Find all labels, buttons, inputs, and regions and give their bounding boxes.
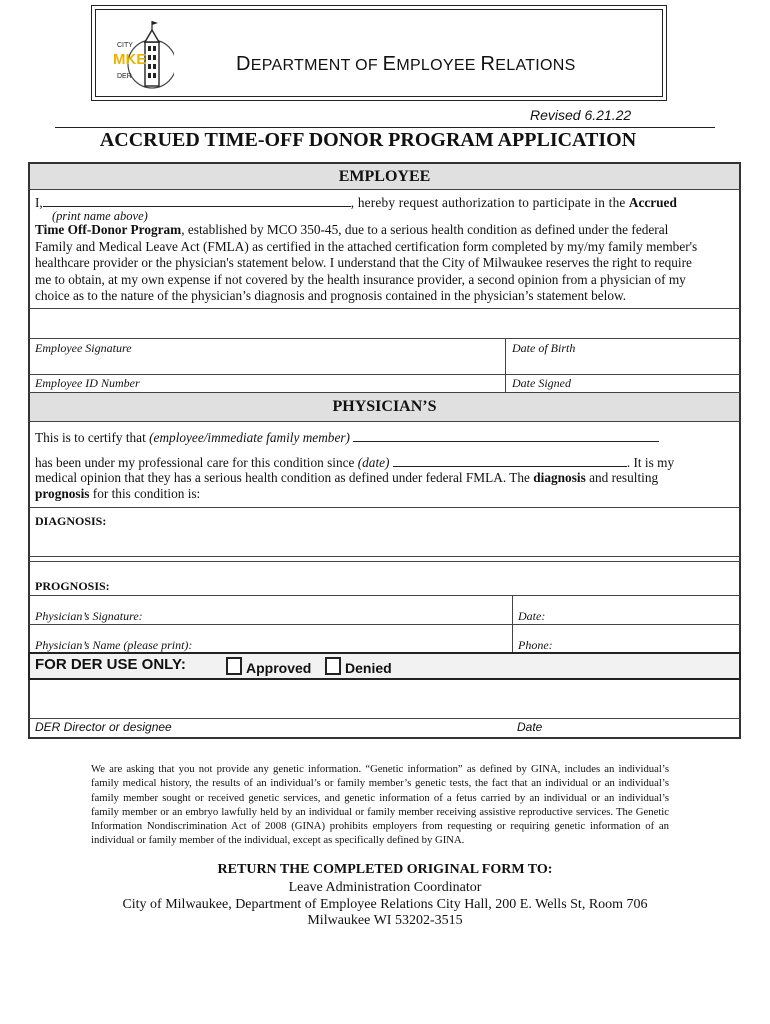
return-line-3: Milwaukee WI 53202-3515 bbox=[307, 913, 463, 928]
physician-phone-label: Phone: bbox=[518, 638, 553, 652]
header-box bbox=[91, 5, 667, 101]
physician-prognosis-line bbox=[35, 486, 200, 503]
divider bbox=[505, 338, 506, 374]
genetic-information-notice: We are asking that you not provide any genetic information. “Genetic information” as defined by GINA, includes an individual’s family medical history, the results of an individual’s or family member’s genetic tests, the fact that an individual or an individual’s family member sought or received genetic services, and genetic information of a fetus carried by an individual or an individual’s family member or an embryo lawfully held by an individual or family member receiving assistive reproductive services. The Genetic Information Nondiscrimination Act of 2008 (GINA) prohibits employers from requesting or requiring genetic information of an individual or family member of the individual, except as specifically defined by GINA. bbox=[91, 763, 669, 847]
title-divider bbox=[55, 127, 715, 128]
print-name-caption: (print name above) bbox=[52, 209, 148, 223]
i-prefix: I, bbox=[35, 195, 43, 210]
rule bbox=[28, 338, 741, 339]
prognosis-bold: prognosis bbox=[35, 486, 90, 501]
date-signed-label: Date Signed bbox=[512, 376, 571, 390]
for-der-label: FOR DER USE ONLY: bbox=[35, 656, 186, 673]
employee-statement-line3: Family and Medical Leave Act (FMLA) as certified in the attached certification form completed by my/my family member's bbox=[35, 239, 698, 254]
dept-initial-d: D bbox=[236, 53, 251, 75]
prognosis-rest: for this condition is: bbox=[89, 486, 201, 501]
return-title: RETURN THE COMPLETED ORIGINAL FORM TO: bbox=[217, 862, 553, 877]
denied-label: Denied bbox=[345, 660, 392, 676]
rule bbox=[28, 189, 741, 190]
der-director-signature-field[interactable] bbox=[30, 681, 739, 718]
rule bbox=[28, 374, 741, 375]
employee-signature-field[interactable] bbox=[30, 310, 739, 338]
divider bbox=[505, 374, 506, 392]
program-name: Time Off-Donor Program bbox=[35, 222, 182, 237]
rule bbox=[28, 561, 741, 562]
employee-section-title: EMPLOYEE bbox=[338, 168, 431, 185]
physician-name-label: Physician’s Name (please print): bbox=[35, 638, 193, 652]
approved-label: Approved bbox=[246, 660, 312, 676]
care-prefix: has been under my professional care for this condition since bbox=[35, 455, 358, 470]
print-name-field[interactable] bbox=[43, 206, 351, 207]
physician-opinion-line bbox=[35, 470, 658, 487]
patient-name-field[interactable] bbox=[353, 441, 659, 442]
dept-initial-e: E bbox=[382, 53, 397, 75]
dept-part-3: ELATIONS bbox=[495, 57, 576, 74]
rule bbox=[28, 624, 741, 625]
return-line-1: Leave Administration Coordinator bbox=[288, 880, 482, 895]
dept-part-2: MPLOYEE bbox=[396, 57, 481, 74]
care-suffix: . It is my bbox=[626, 455, 675, 470]
care-since-date-field[interactable] bbox=[393, 466, 627, 467]
rule bbox=[28, 308, 741, 309]
employee-statement-line6: choice as to the nature of the physician’s diagnosis and prognosis contained in the physician’s statement below. bbox=[35, 288, 627, 303]
cert-italic: (employee/immediate family member) bbox=[149, 430, 350, 445]
employee-id-label: Employee ID Number bbox=[35, 376, 140, 390]
physician-date-label: Date: bbox=[518, 609, 546, 623]
physician-signature-label: Physician’s Signature: bbox=[35, 609, 143, 623]
city-mke-der-logo bbox=[112, 20, 174, 96]
date-of-birth-label: Date of Birth bbox=[512, 341, 576, 355]
diagnosis-field[interactable] bbox=[30, 528, 739, 556]
opinion-text-a: medical opinion that they has a serious health condition as defined under federal FMLA. The bbox=[35, 470, 534, 485]
dept-initial-r: R bbox=[480, 53, 496, 75]
logo-der-text: DER bbox=[117, 73, 132, 80]
care-italic: (date) bbox=[357, 455, 390, 470]
employee-statement-line5: me to obtain, at my own expense if not covered by the health insurance provider, a second opinion from a physician of my bbox=[35, 272, 686, 287]
department-name bbox=[236, 53, 576, 76]
rule bbox=[28, 421, 741, 422]
diagnosis-label: DIAGNOSIS: bbox=[35, 514, 107, 528]
approved-option[interactable] bbox=[226, 657, 311, 676]
dept-part-1: EPARTMENT OF bbox=[250, 57, 383, 74]
statement-bold-accrued: Accrued bbox=[628, 195, 677, 210]
employee-signature-label: Employee Signature bbox=[35, 341, 132, 355]
statement-line2-text: , established by MCO 350-45, due to a serious health condition as defined under the federal bbox=[181, 222, 669, 237]
rule bbox=[28, 507, 741, 508]
opinion-text-b: and resulting bbox=[585, 470, 659, 485]
return-line-2: City of Milwaukee, Department of Employee Relations City Hall, 200 E. Wells St, Room 706 bbox=[122, 897, 648, 912]
denied-checkbox[interactable] bbox=[325, 657, 341, 675]
prognosis-label: PROGNOSIS: bbox=[35, 579, 110, 593]
opinion-bold: diagnosis bbox=[533, 470, 586, 485]
form-title: ACCRUED TIME-OFF DONOR PROGRAM APPLICATION bbox=[99, 129, 637, 151]
der-date-label: Date bbox=[517, 720, 543, 734]
revised-date: Revised 6.21.22 bbox=[530, 107, 632, 123]
header-inner-border bbox=[95, 9, 663, 97]
logo-mke-text: MKE bbox=[113, 51, 147, 68]
denied-option[interactable] bbox=[325, 657, 392, 676]
logo-city-text: CITY bbox=[117, 42, 133, 49]
approved-checkbox[interactable] bbox=[226, 657, 242, 675]
rule bbox=[28, 595, 741, 596]
employee-statement-line2 bbox=[35, 222, 668, 239]
cert-prefix: This is to certify that bbox=[35, 430, 150, 445]
der-director-label: DER Director or designee bbox=[35, 720, 172, 734]
rule bbox=[28, 718, 741, 719]
physician-cert-line bbox=[35, 430, 659, 447]
statement-suffix: , hereby request authorization to participate in the bbox=[350, 195, 626, 210]
rule bbox=[28, 556, 741, 557]
physician-section-title: PHYSICIAN’S bbox=[332, 398, 437, 415]
employee-statement-line4: healthcare provider or the physician's statement below. I understand that the City of Milwaukee reserves the right to require bbox=[35, 255, 692, 270]
